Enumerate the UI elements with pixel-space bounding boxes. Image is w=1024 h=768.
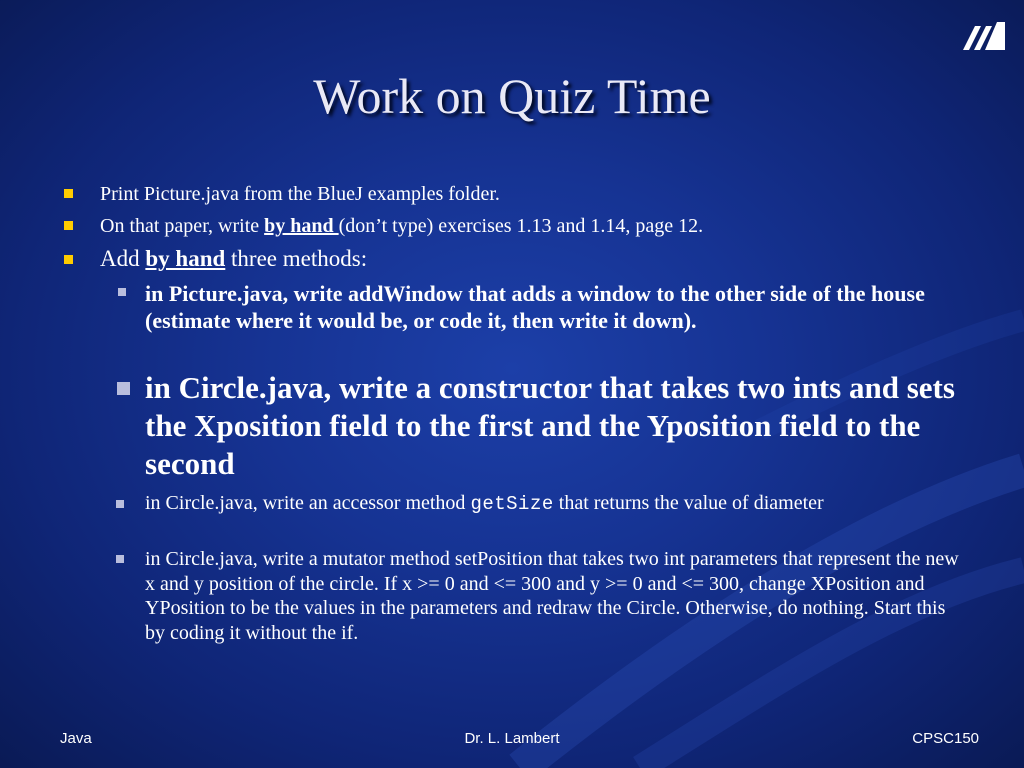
subbullet-2 [145, 369, 975, 483]
subbullet-2-text: in Circle.java, write a constructor that takes two ints and sets the Xposition field to the first and the Yposition field to the second [145, 370, 955, 481]
footer-center: Dr. L. Lambert [464, 730, 560, 747]
subbullet-1 [145, 280, 975, 334]
bullet-icon [64, 189, 73, 198]
footer-right: CPSC150 [912, 730, 979, 747]
bullet-1-text: Print Picture.java from the BlueJ examples folder. [100, 183, 500, 205]
bullet-2 [100, 214, 703, 238]
subbullet-3-code: getSize [470, 493, 554, 515]
bullet-2-emphasis: by hand [264, 215, 339, 237]
subbullet-1-text: in Picture.java, write addWindow that adds a window to the other side of the house (estimate where it would be, or code it, then write it down). [145, 281, 925, 333]
subbullet-3-prefix: in Circle.java, write an accessor method [145, 492, 471, 514]
subbullet-icon [116, 555, 124, 563]
bullet-2-suffix: (don’t type) exercises 1.13 and 1.14, page 12. [338, 215, 704, 237]
subbullet-icon [118, 288, 126, 296]
subbullet-3 [145, 491, 975, 516]
bullet-2-prefix: On that paper, write [100, 215, 265, 237]
bullet-3-suffix: three methods: [225, 246, 368, 271]
subbullet-icon [116, 500, 124, 508]
bullet-3-prefix: Add [100, 246, 146, 271]
subbullet-3-suffix: that returns the value of diameter [553, 492, 824, 514]
bullet-icon [64, 255, 73, 264]
footer-left: Java [60, 730, 92, 747]
bullet-3 [100, 245, 367, 273]
subbullet-icon [117, 382, 130, 395]
bullet-icon [64, 221, 73, 230]
bullet-1 [100, 182, 500, 206]
bullet-3-emphasis: by hand [145, 246, 226, 271]
slide-title: Work on Quiz Time [313, 68, 711, 124]
subbullet-4 [145, 547, 965, 645]
subbullet-4-text: in Circle.java, write a mutator method setPosition that takes two int parameters that represent the new x and y position of the circle. If x >= 0 and <= 300 and y >= 0 and <= 300, change XPosition and YPosition to be the values in the parameters and redraw the Circle. Otherwise, do nothing. Start this by coding it without the if. [145, 548, 959, 644]
